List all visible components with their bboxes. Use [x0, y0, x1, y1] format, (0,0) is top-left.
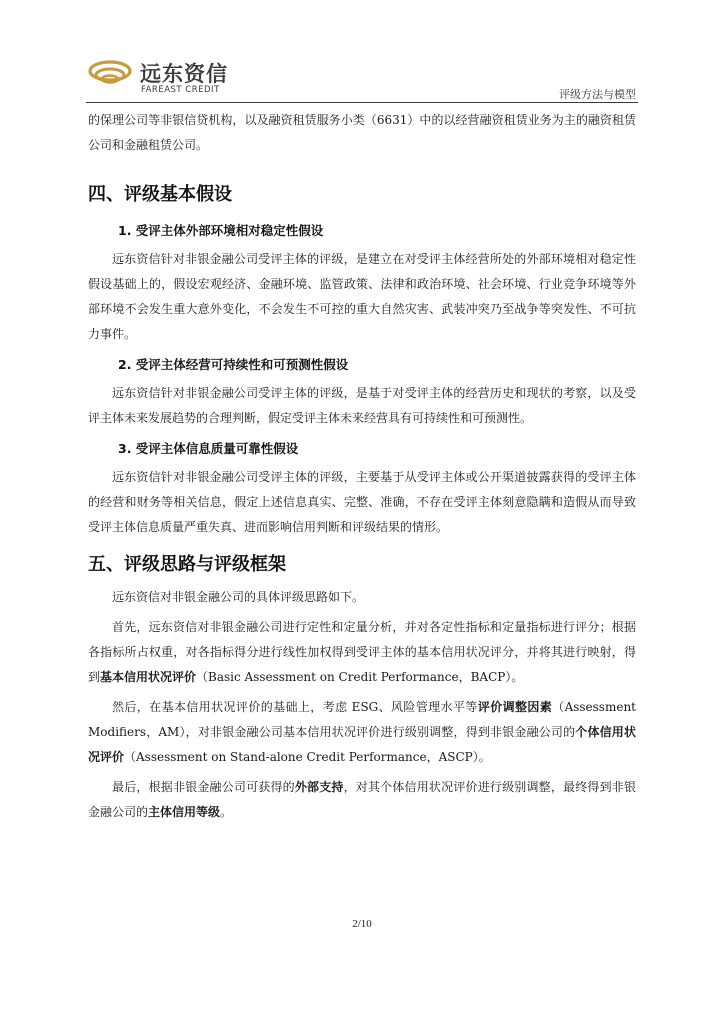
subheading-4-3: 3. 受评主体信息质量可靠性假设	[118, 441, 299, 456]
paragraph-5-first	[88, 615, 636, 690]
text-run: （Assessment on Stand-alone Credit Performance，ASCP）。	[124, 750, 491, 764]
text-run: ，对其个体信用状况评价进行级别调整，最终得到非银金融公司的	[88, 780, 636, 819]
term-issuer-rating: 主体信用等级	[148, 805, 221, 819]
subheading-4-1: 1. 受评主体外部环境相对稳定性假设	[118, 223, 324, 238]
paragraph-5-intro: 远东资信对非银金融公司的具体评级思路如下。	[112, 590, 365, 604]
term-external-support: 外部支持	[294, 780, 344, 794]
fareast-logo-icon	[88, 54, 132, 94]
section-heading-5: 五、评级思路与评级框架	[88, 554, 286, 575]
subheading-4-2: 2. 受评主体经营可持续性和可预测性假设	[118, 357, 349, 372]
term-ascp: 个体信用状况评价	[88, 725, 636, 764]
text-run: 首先，远东资信对非银金融公司进行定性和定量分析，并对各定性指标和定量指标进行评分；根据各指标所占权重，对各指标得分进行线性加权得到受评主体的基本信用状况评分，并将其进行映射，得到	[88, 620, 636, 684]
text-run: （Assessment Modifiers，AM），对非银金融公司基本信用状况评价进行级别调整，得到非银金融公司的	[88, 700, 636, 739]
text-run: 。	[220, 805, 233, 819]
text-run: 然后，在基本信用状况评价的基础上，考虑 ESG、风险管理水平等	[112, 700, 478, 714]
term-bacp: 基本信用状况评价	[100, 670, 197, 684]
header-section-title: 评级方法与模型	[559, 88, 636, 101]
page-number: 2/10	[352, 918, 372, 930]
paragraph-4-2: 远东资信针对非银金融公司受评主体的评级，是基于对受评主体的经营历史和现状的考察，以及受评主体未来发展趋势的合理判断，假定受评主体未来经营具有可持续性和可预测性。	[88, 386, 636, 425]
text-run: （Basic Assessment on Credit Performance，BACP）。	[196, 670, 524, 684]
brand-name-en: FAREAST CREDIT	[141, 85, 220, 95]
page-header	[0, 0, 724, 104]
header-divider	[86, 102, 638, 103]
section-heading-4: 四、评级基本假设	[88, 184, 232, 205]
brand-name-cn: 远东资信	[140, 62, 228, 86]
paragraph-4-1: 远东资信针对非银金融公司受评主体的评级，是建立在对受评主体经营所处的外部环境相对稳定性假设基础上的，假设宏观经济、金融环境、监管政策、法律和政治环境、社会环境、行业竞争环境等外部环境不会发生重大意外变化，不会发生不可控的重大自然灾害、武装冲突乃至战争等突发性、不可抗力事件。	[88, 252, 636, 341]
term-am: 评价调整因素	[477, 700, 553, 714]
paragraph-continued: 的保理公司等非银信贷机构，以及融资租赁服务小类（6631）中的以经营融资租赁业务为主的融资租赁公司和金融租赁公司。	[88, 113, 636, 152]
paragraph-4-3: 远东资信针对非银金融公司受评主体的评级，主要基于从受评主体或公开渠道披露获得的受评主体的经营和财务等相关信息，假定上述信息真实、完整、准确，不存在受评主体刻意隐瞒和造假从而导致受评主体信息质量严重失真、进而影响信用判断和评级结果的情形。	[88, 470, 636, 534]
paragraph-5-finally	[88, 775, 636, 825]
paragraph-5-then	[88, 695, 636, 770]
text-run: 最后，根据非银金融公司可获得的	[112, 780, 295, 794]
document-body	[88, 108, 636, 825]
